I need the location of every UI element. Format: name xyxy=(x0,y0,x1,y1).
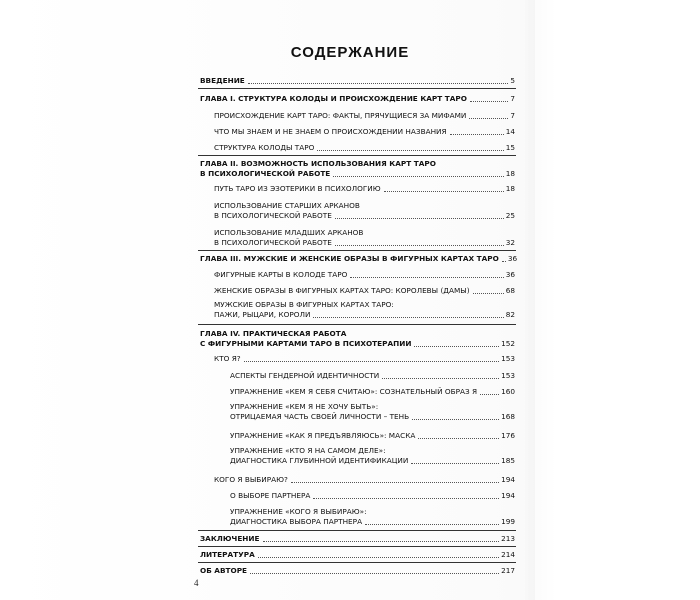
toc-entry-chapter-2 xyxy=(200,159,515,179)
toc-entry-page: 14 xyxy=(505,127,515,136)
toc-entry xyxy=(230,431,515,441)
toc-entry-page: 199 xyxy=(501,517,515,526)
toc-entry-text: О ВЫБОРЕ ПАРТНЕРА xyxy=(230,491,311,500)
toc-entry xyxy=(230,402,515,422)
leader-dots xyxy=(411,463,499,464)
leader-dots xyxy=(333,176,503,177)
toc-entry-chapter-3 xyxy=(200,254,518,264)
toc-entry xyxy=(214,127,515,137)
toc-entry xyxy=(230,446,515,466)
toc-entry xyxy=(214,184,515,194)
toc-entry-text: ФИГУРНЫЕ КАРТЫ В КОЛОДЕ ТАРО xyxy=(214,270,348,279)
leader-dots xyxy=(258,557,499,558)
toc-entry-page: 168 xyxy=(501,412,515,421)
toc-entry-text: ВВЕДЕНИЕ xyxy=(200,76,245,85)
toc-entry-conclusion xyxy=(200,534,515,544)
toc-entry-text-line1: МУЖСКИЕ ОБРАЗЫ В ФИГУРНЫХ КАРТАХ ТАРО: xyxy=(214,300,394,309)
toc-entry-text: УПРАЖНЕНИЕ «КЕМ Я СЕБЯ СЧИТАЮ»: СОЗНАТЕЛЬНЫЙ ОБРАЗ Я xyxy=(230,387,478,396)
leader-dots xyxy=(470,101,508,102)
section-rule xyxy=(198,530,516,531)
leader-dots xyxy=(450,134,504,135)
leader-dots xyxy=(313,498,499,499)
toc-entry-text: ГЛАВА III. МУЖСКИЕ И ЖЕНСКИЕ ОБРАЗЫ В ФИГУРНЫХ КАРТАХ ТАРО xyxy=(200,254,499,263)
leader-dots xyxy=(414,346,499,347)
leader-dots xyxy=(412,419,499,420)
leader-dots xyxy=(350,277,503,278)
toc-entry-text: ЛИТЕРАТУРА xyxy=(200,550,255,559)
toc-entry xyxy=(214,111,515,121)
toc-entry xyxy=(214,354,515,364)
toc-entry-text: ЖЕНСКИЕ ОБРАЗЫ В ФИГУРНЫХ КАРТАХ ТАРО: КОРОЛЕВЫ (ДАМЫ) xyxy=(214,286,470,295)
toc-entry-text: ДИАГНОСТИКА ГЛУБИННОЙ ИДЕНТИФИКАЦИИ xyxy=(230,456,409,465)
toc-entry-page: 7 xyxy=(510,111,515,120)
leader-dots xyxy=(473,293,504,294)
toc-entry-text-line1: УПРАЖНЕНИЕ «КОГО Я ВЫБИРАЮ»: xyxy=(230,507,367,516)
toc-entry-page: 5 xyxy=(510,76,515,85)
toc-entry-text: ПРОИСХОЖДЕНИЕ КАРТ ТАРО: ФАКТЫ, ПРЯЧУЩИЕСЯ ЗА МИФАМИ xyxy=(214,111,467,120)
section-rule xyxy=(198,155,516,156)
toc-entry-page: 153 xyxy=(501,354,515,363)
toc-entry-page: 18 xyxy=(505,169,515,178)
toc-entry-page: 185 xyxy=(501,456,515,465)
section-rule xyxy=(198,250,516,251)
toc-entry-text-line1: УПРАЖНЕНИЕ «КТО Я НА САМОМ ДЕЛЕ»: xyxy=(230,446,386,455)
toc-entry-intro xyxy=(200,76,515,86)
section-rule xyxy=(198,88,516,89)
leader-dots xyxy=(291,482,499,483)
section-rule xyxy=(198,324,516,325)
toc-entry xyxy=(214,228,515,248)
leader-dots xyxy=(502,261,506,262)
toc-entry-chapter-4 xyxy=(200,329,515,349)
toc-entry-text-line1: ГЛАВА IV. ПРАКТИЧЕСКАЯ РАБОТА xyxy=(200,329,347,338)
toc-entry-about-author xyxy=(200,566,515,576)
toc-entry-page: 32 xyxy=(505,238,515,247)
toc-entry-text: ОБ АВТОРЕ xyxy=(200,566,248,575)
toc-entry-text: ПАЖИ, РЫЦАРИ, КОРОЛИ xyxy=(214,310,311,319)
leader-dots xyxy=(244,361,499,362)
toc-entry-text: УПРАЖНЕНИЕ «КАК Я ПРЕДЪЯВЛЯЮСЬ»: МАСКА xyxy=(230,431,416,440)
toc-entry-page: 36 xyxy=(507,254,518,263)
toc-entry-text: В ПСИХОЛОГИЧЕСКОЙ РАБОТЕ xyxy=(214,238,332,247)
toc-entry-text: ЗАКЛЮЧЕНИЕ xyxy=(200,534,260,543)
toc-entry-page: 194 xyxy=(501,475,515,484)
leader-dots xyxy=(384,191,504,192)
leader-dots xyxy=(263,541,500,542)
toc-entry-text: С ФИГУРНЫМИ КАРТАМИ ТАРО В ПСИХОТЕРАПИИ xyxy=(200,339,412,348)
toc-entry-page: 213 xyxy=(501,534,515,543)
leader-dots xyxy=(335,218,504,219)
toc-entry xyxy=(214,300,515,320)
toc-entry-text: В ПСИХОЛОГИЧЕСКОЙ РАБОТЕ xyxy=(214,211,332,220)
toc-entry-text: ГЛАВА I. СТРУКТУРА КОЛОДЫ И ПРОИСХОЖДЕНИЕ КАРТ ТАРО xyxy=(200,94,467,103)
toc-entry-literature xyxy=(200,550,515,560)
section-rule xyxy=(198,562,516,563)
toc-entry-page: 7 xyxy=(510,94,515,103)
page-title: СОДЕРЖАНИЕ xyxy=(290,44,410,61)
toc-entry-page: 68 xyxy=(505,286,515,295)
toc-entry-page: 176 xyxy=(501,431,515,440)
page-number: 4 xyxy=(194,578,199,588)
leader-dots xyxy=(335,245,504,246)
toc-entry-text: АСПЕКТЫ ГЕНДЕРНОЙ ИДЕНТИЧНОСТИ xyxy=(230,371,380,380)
toc-entry-page: 194 xyxy=(501,491,515,500)
leader-dots xyxy=(317,150,503,151)
toc-entry xyxy=(230,387,515,397)
leader-dots xyxy=(313,317,503,318)
leader-dots xyxy=(382,378,499,379)
toc-entry-text: ОТРИЦАЕМАЯ ЧАСТЬ СВОЕЙ ЛИЧНОСТИ – ТЕНЬ xyxy=(230,412,410,421)
toc-entry-chapter-1 xyxy=(200,94,515,104)
toc-entry xyxy=(214,201,515,221)
toc-entry xyxy=(214,270,515,280)
toc-entry-page: 18 xyxy=(505,184,515,193)
leader-dots xyxy=(418,438,499,439)
toc-entry xyxy=(214,143,515,153)
toc-entry xyxy=(230,371,515,381)
toc-entry-page: 152 xyxy=(501,339,515,348)
toc-entry xyxy=(230,491,515,501)
leader-dots xyxy=(250,573,499,574)
leader-dots xyxy=(469,118,508,119)
section-rule xyxy=(198,546,516,547)
toc-entry-text: В ПСИХОЛОГИЧЕСКОЙ РАБОТЕ xyxy=(200,169,331,178)
toc-entry xyxy=(214,286,515,296)
toc-entry-page: 214 xyxy=(501,550,515,559)
toc-entry-text-line1: ГЛАВА II. ВОЗМОЖНОСТЬ ИСПОЛЬЗОВАНИЯ КАРТ ТАРО xyxy=(200,159,436,168)
toc-entry-page: 25 xyxy=(505,211,515,220)
toc-entry-page: 217 xyxy=(501,566,515,575)
toc-entry-text: ДИАГНОСТИКА ВЫБОРА ПАРТНЕРА xyxy=(230,517,363,526)
toc-entry-text-line1: ИСПОЛЬЗОВАНИЕ МЛАДШИХ АРКАНОВ xyxy=(214,228,364,237)
toc-entry-page: 153 xyxy=(501,371,515,380)
toc-entry-page: 82 xyxy=(505,310,515,319)
toc-entry-page: 160 xyxy=(501,387,515,396)
toc-entry-text: ЧТО МЫ ЗНАЕМ И НЕ ЗНАЕМ О ПРОИСХОЖДЕНИИ НАЗВАНИЯ xyxy=(214,127,447,136)
toc-entry-text: КОГО Я ВЫБИРАЮ? xyxy=(214,475,288,484)
toc-entry-text-line1: УПРАЖНЕНИЕ «КЕМ Я НЕ ХОЧУ БЫТЬ»: xyxy=(230,402,379,411)
toc-entry xyxy=(230,507,515,527)
toc-entry-text: КТО Я? xyxy=(214,354,241,363)
toc-entry-text: СТРУКТУРА КОЛОДЫ ТАРО xyxy=(214,143,315,152)
toc-entry-page: 36 xyxy=(505,270,515,279)
toc-entry-page: 15 xyxy=(505,143,515,152)
toc-entry-text-line1: ИСПОЛЬЗОВАНИЕ СТАРШИХ АРКАНОВ xyxy=(214,201,360,210)
toc-entry-text: ПУТЬ ТАРО ИЗ ЭЗОТЕРИКИ В ПСИХОЛОГИЮ xyxy=(214,184,381,193)
leader-dots xyxy=(365,524,499,525)
toc-entry xyxy=(214,475,515,485)
leader-dots xyxy=(248,83,509,84)
leader-dots xyxy=(480,394,499,395)
